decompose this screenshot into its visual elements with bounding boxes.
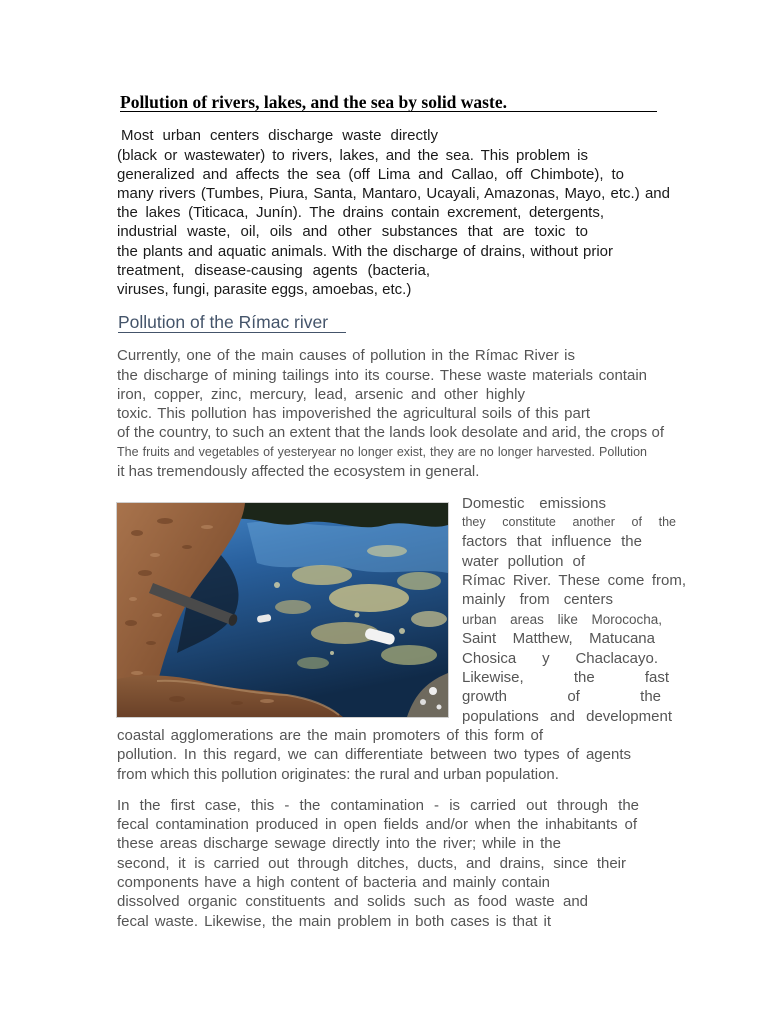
coastal-line: pollution. In this regard, we can differentiate between two types of agents (117, 746, 631, 763)
domestic-line: Saint Matthew, Matucana (462, 630, 655, 647)
rimac-line: The fruits and vegetables of yesteryear no longer exist, they are no longer harvested. Pollution (117, 445, 647, 459)
cases-line: fecal contamination produced in open fields and/or when the inhabitants of (117, 816, 637, 833)
domestic-line: urban areas like Morococha, (462, 612, 662, 627)
intro-line: treatment, disease-causing agents (bacteria, (117, 262, 430, 279)
cases-line: fecal waste. Likewise, the main problem in both cases is that it (117, 913, 551, 930)
intro-line: industrial waste, oil, oils and other substances that are toxic to (117, 223, 588, 240)
river-photo-graphic (117, 503, 448, 717)
domestic-line: populations and development (462, 708, 672, 725)
cases-line: In the first case, this - the contamination - is carried out through the (117, 797, 639, 814)
rimac-line: it has tremendously affected the ecosystem in general. (117, 463, 480, 480)
section-heading: Pollution of the Rímac river (118, 313, 346, 333)
domestic-line: water pollution of (462, 553, 585, 570)
intro-line: Most urban centers discharge waste directly (121, 127, 438, 144)
intro-line: generalized and affects the sea (off Lima and Callao, off Chimbote), to (117, 166, 624, 183)
domestic-line: mainly from centers (462, 591, 613, 608)
intro-line: (black or wastewater) to rivers, lakes, and the sea. This problem is (117, 147, 588, 164)
domestic-line: factors that influence the (462, 533, 642, 550)
domestic-line: Chosica y Chaclacayo. (462, 650, 658, 667)
domestic-line: Likewise, the fast (462, 669, 669, 686)
rimac-line: iron, copper, zinc, mercury, lead, arsenic and other highly (117, 386, 525, 403)
domestic-line: Domestic emissions (462, 495, 606, 512)
domestic-line: they constitute another of the (462, 515, 676, 529)
intro-line: many rivers (Tumbes, Piura, Santa, Mantaro, Ucayali, Amazonas, Mayo, etc.) and (117, 185, 670, 202)
rimac-line: toxic. This pollution has impoverished the agricultural soils of this part (117, 405, 590, 422)
cases-line: dissolved organic constituents and solids such as food waste and (117, 893, 588, 910)
domestic-line: Rímac River. These come from, (462, 572, 686, 589)
rimac-line: Currently, one of the main causes of pollution in the Rímac River is (117, 347, 575, 364)
cases-line: these areas discharge sewage directly into the river; while in the (117, 835, 561, 852)
river-photo (117, 503, 448, 717)
document-title: Pollution of rivers, lakes, and the sea by solid waste. (120, 93, 657, 112)
cases-line: second, it is carried out through ditches, ducts, and drains, since their (117, 855, 626, 872)
intro-line: viruses, fungi, parasite eggs, amoebas, etc.) (117, 281, 412, 298)
coastal-line: coastal agglomerations are the main promoters of this form of (117, 727, 543, 744)
intro-line: the lakes (Titicaca, Junín). The drains contain excrement, detergents, (117, 204, 604, 221)
domestic-line: growth of the (462, 688, 661, 705)
coastal-line: from which this pollution originates: the rural and urban population. (117, 766, 559, 783)
cases-line: components have a high content of bacteria and mainly contain (117, 874, 550, 891)
rimac-line: the discharge of mining tailings into its course. These waste materials contain (117, 367, 647, 384)
rimac-line: of the country, to such an extent that the lands look desolate and arid, the crops of (117, 424, 664, 441)
intro-line: the plants and aquatic animals. With the discharge of drains, without prior (117, 243, 613, 260)
